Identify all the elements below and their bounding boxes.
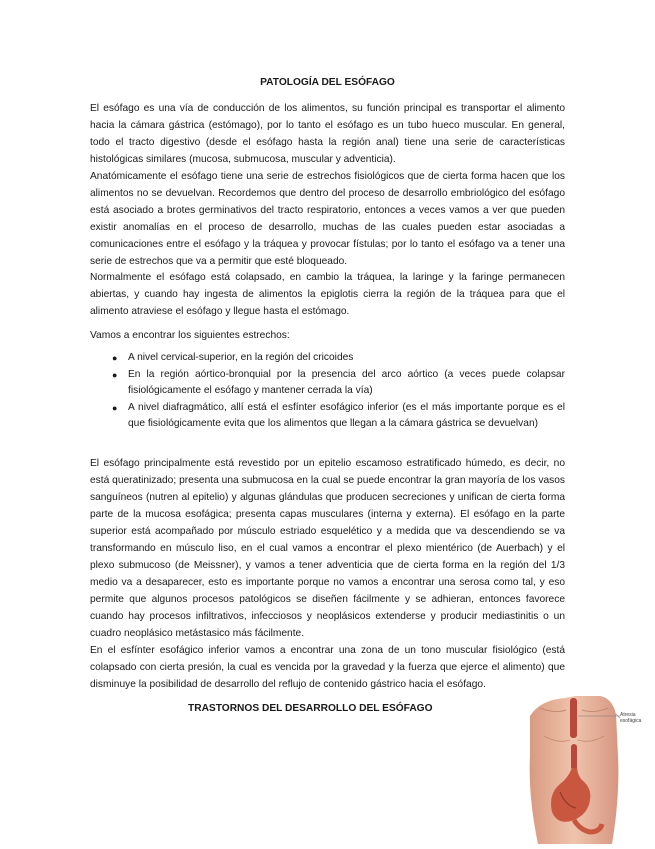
figure-caption-line: Atresia bbox=[620, 712, 636, 718]
list-item bbox=[90, 400, 565, 432]
paragraph-anatomy: Anatómicamente el esófago tiene una serie de estrechos fisiológicos que de cierta forma hacen que los alimentos no se devuelvan. Recordemos que dentro del proceso de desarrollo embriológico del esófago está asociado a brotes germinativos del tracto respiratorio, entonces a veces vamos a ver que pueden existir anomalías en el proceso de desarrollo, muchas de las cuales pueden estar asociadas a comunicaciones entre el esófago y la tráquea y provocar fístulas; por lo tanto el esófago va a tener una serie de estrechos que va a permitir que esté bloqueado. bbox=[90, 171, 565, 267]
paragraph-sphincter: En el esfínter esofágico inferior vamos a encontrar una zona de un tono muscular fisiológico (está colapsado con cierta presión, la cual es vencida por la gravedad y la fuerza que ejerce el alimento) que disminuye la posibilidad de desarrollo del reflujo de contenido gástrico hacia el esófago. bbox=[90, 645, 565, 690]
figure-caption bbox=[620, 712, 641, 724]
bullet-icon: ● bbox=[112, 353, 118, 363]
paragraph-collapsed: Normalmente el esófago está colapsado, en cambio la tráquea, la laringe y la faringe permanecen abiertas, y cuando hay ingesta de alimentos la epiglotis cierra la región de la tráquea para que el alimento atraviese el esófago y llegue hasta el estómago. bbox=[90, 272, 565, 317]
figure-caption-line: esofágica bbox=[620, 718, 642, 724]
list-item bbox=[90, 350, 565, 366]
page-title: PATOLOGÍA DEL ESÓFAGO bbox=[260, 77, 395, 88]
paragraph-list-intro: Vamos a encontrar los siguientes estrechos: bbox=[90, 330, 290, 341]
bullet-icon: ● bbox=[112, 403, 118, 413]
list-item-text: A nivel diafragmático, allí está el esfínter esofágico inferior (es el más importante porque es el que fisiológicamente evita que los alimentos que llegan a la cámara gástrica se devuelvan) bbox=[128, 402, 565, 429]
list-item-text: En la región aórtico-bronquial por la presencia del arco aórtico (a veces puede colapsar fisiológicamente el esófago y mantener cerrada la vía) bbox=[128, 369, 565, 396]
section-subtitle: TRASTORNOS DEL DESARROLLO DEL ESÓFAGO bbox=[188, 703, 433, 714]
paragraph-histology: El esófago principalmente está revestido por un epitelio escamoso estratificado húmedo, es decir, no está queratinizado; presenta una submucosa en la cual se puede encontrar la gran mayoría de los vasos sanguíneos (nutren al epitelio) y algunas glándulas que producen secreciones y unifican de cierta forma parte de la mucosa esofágica; presenta capas musculares (interna y externa). El esófago en la parte superior está acompañado por músculo estriado esquelético y a medida que va descendiendo se va transformando en músculo liso, en el cual vamos a encontrar el plexo mientérico (de Auerbach) y el plexo submucoso (de Meissner), y vamos a tener adventicia que de cierta forma en la región del 1/3 medio va a desaparecer, esto es importante porque no vamos a encontrar una serosa como tal, y eso permite que algunos procesos patológicos se diseñen fácilmente y se adhieran, entonces favorece cuando hay procesos infiltrativos, infecciosos y neoplásicos extenderse y producir mediastinitis o un cuadro neoplásico metástasico más fácilmente. bbox=[90, 458, 565, 639]
paragraph-intro: El esófago es una vía de conducción de los alimentos, su función principal es transportar el alimento hacia la cámara gástrica (estómago), por lo tanto el esófago es un tubo hueco muscular. En general, todo el tracto digestivo (desde el esófago hasta la región anal) tiene una serie de características histológicas similares (mucosa, submucosa, muscular y adventicia). bbox=[90, 103, 565, 165]
bullet-icon: ● bbox=[112, 370, 118, 380]
list-item-text: A nivel cervical-superior, en la región del cricoides bbox=[128, 352, 354, 363]
list-item bbox=[90, 367, 565, 399]
strictures-list bbox=[90, 350, 565, 433]
